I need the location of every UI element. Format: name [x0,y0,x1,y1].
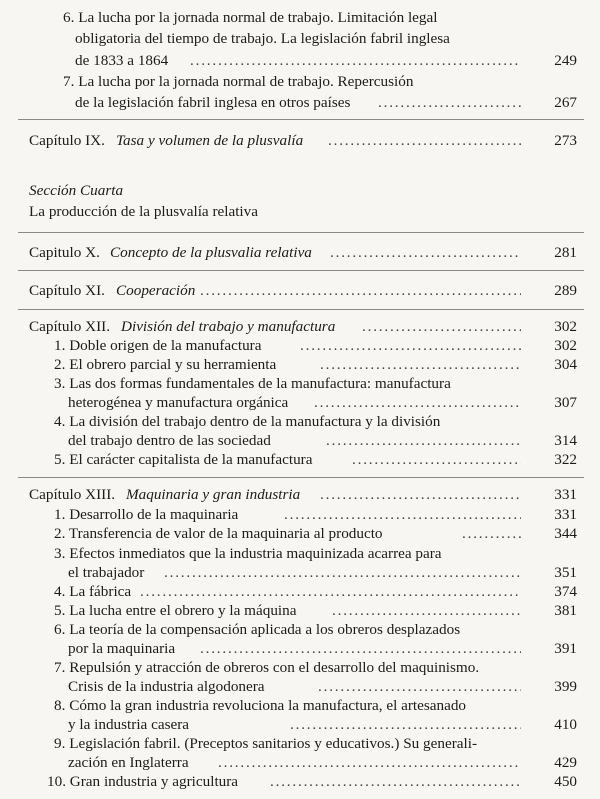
toc-entry-line [0,374,600,394]
dot-leader [320,355,521,375]
chapter-prefix: Capítulo IX. [29,132,105,149]
toc-entry-line [0,715,600,735]
toc-entry-line [0,677,600,697]
entry-text: 4. La división del trabajo dentro de la manufactura y la división [54,413,441,430]
chapter-prefix: Capítulo XIII. [29,486,116,503]
entry-text: 3. Efectos inmediatos que la industria maquinizada acarrea para [54,545,442,562]
page-number: 302 [554,337,577,354]
toc-entry-line [0,563,600,583]
entry-text: 7. Repulsión y atracción de obreros con el desarrollo del maquinismo. [54,659,480,676]
dot-leader [270,772,521,792]
toc-entry-line [0,431,600,451]
toc-entry-line [0,51,600,71]
dot-leader [462,524,521,544]
divider [18,232,584,233]
dot-leader [200,281,521,301]
chapter-prefix: Capitulo X. [29,244,100,261]
dot-leader [164,563,521,583]
toc-entry-line [0,505,600,525]
dot-leader [328,131,521,151]
entry-text: 9. Legislación fabril. (Preceptos sanitarios y educativos.) Su generali- [54,735,478,752]
dot-leader [318,677,521,697]
toc-entry-line [0,29,600,49]
section-subtitle [0,202,600,222]
page-number: 351 [554,564,577,581]
entry-text: 1. Doble origen de la manufactura [54,337,262,354]
divider [18,270,584,271]
entry-text: 10. Gran industria y agricultura [47,773,239,790]
toc-entry-line [0,658,600,678]
dot-leader [218,753,521,773]
chapter-heading [0,131,600,151]
page-number: 344 [554,525,577,542]
entry-text: del trabajo dentro de las sociedad [68,432,271,449]
divider [18,477,584,478]
entry-text: Crisis de la industria algodonera [68,678,265,695]
page-number: 314 [554,432,577,449]
chapter-title: Maquinaria y gran industria [126,486,301,503]
chapter-title: División del trabajo y manufactura [121,318,336,335]
chapter-title: Concepto de la plusvalia relativa [110,244,312,261]
page-number: 391 [554,640,577,657]
entry-text: 6. La teoría de la compensación aplicada a los obreros desplazados [54,621,461,638]
dot-leader [326,431,521,451]
page-number: 302 [554,318,577,335]
page-number: 381 [554,602,577,619]
chapter-prefix: Capítulo XI. [29,282,105,299]
page-number: 307 [554,394,577,411]
entry-text: el trabajador [68,564,145,581]
page-number: 267 [554,94,577,111]
toc-entry-line [0,582,600,602]
dot-leader [320,485,521,505]
entry-text: obligatoria del tiempo de trabajo. La legislación fabril inglesa [75,30,450,47]
toc-entry-line [0,734,600,754]
entry-text: 5. La lucha entre el obrero y la máquina [54,602,297,619]
toc-entry-line [0,696,600,716]
toc-entry-line [0,336,600,356]
page-number: 331 [554,486,577,503]
dot-leader [284,505,521,525]
dot-leader [332,601,521,621]
entry-text: 2. Transferencia de valor de la maquinaria al producto [54,525,383,542]
toc-entry-line [0,524,600,544]
dot-leader [330,243,521,263]
dot-leader [352,450,521,470]
page-number: 304 [554,356,577,373]
entry-text: 4. La fábrica [54,583,132,600]
page-number: 399 [554,678,577,695]
entry-text: zación en Inglaterra [68,754,189,771]
toc-entry-line [0,355,600,375]
entry-text: 3. Las dos formas fundamentales de la manufactura: manufactura [54,375,451,392]
dot-leader [314,393,521,413]
page-number: 281 [554,244,577,261]
page-number: 322 [554,451,577,468]
dot-leader [140,582,521,602]
entry-text: y la industria casera [68,716,190,733]
page-number: 289 [554,282,577,299]
section-label-text: Sección Cuarta [29,182,124,199]
entry-text: 5. El carácter capitalista de la manufactura [54,451,313,468]
toc-entry-line [0,72,600,92]
toc-entry-line [0,450,600,470]
toc-entry-line [0,639,600,659]
entry-text: 8. Cómo la gran industria revoluciona la manufactura, el artesanado [54,697,467,714]
entry-text: de la legislación fabril inglesa en otros países [75,94,351,111]
dot-leader [378,93,521,113]
entry-text: 2. El obrero parcial y su herramienta [54,356,277,373]
entry-text: de 1833 a 1864 [75,52,169,69]
dot-leader [290,715,521,735]
page-number: 331 [554,506,577,523]
toc-entry-line [0,601,600,621]
entry-text: por la maquinaria [68,640,176,657]
entry-text: 1. Desarrollo de la maquinaria [54,506,239,523]
divider [18,119,584,120]
chapter-heading [0,243,600,263]
dot-leader [300,336,521,356]
chapter-heading [0,317,600,337]
section-label [0,181,600,201]
toc-entry-line [0,93,600,113]
entry-text: 6. La lucha por la jornada normal de trabajo. Limitación legal [63,9,438,26]
page-number: 374 [554,583,577,600]
chapter-title: Cooperación [116,282,196,299]
toc-entry-line [0,620,600,640]
toc-entry-line [0,412,600,432]
toc-entry-line [0,772,600,792]
chapter-heading [0,281,600,301]
toc-entry-line [0,753,600,773]
dot-leader [190,51,520,71]
entry-text: 7. La lucha por la jornada normal de trabajo. Repercusión [63,73,414,90]
chapter-title: Tasa y volumen de la plusvalía [116,132,304,149]
dot-leader [200,639,521,659]
toc-entry-line [0,544,600,564]
section-subtitle-text: La producción de la plusvalía relativa [29,203,258,220]
toc-entry-line [0,8,600,28]
page-number: 410 [554,716,577,733]
toc-entry-line [0,393,600,413]
chapter-heading [0,485,600,505]
divider [18,309,584,310]
page-number: 429 [554,754,577,771]
entry-text: heterogénea y manufactura orgánica [68,394,289,411]
page-number: 249 [554,52,577,69]
page-number: 450 [554,773,577,790]
dot-leader [362,317,521,337]
chapter-prefix: Capítulo XII. [29,318,110,335]
page-number: 273 [554,132,577,149]
